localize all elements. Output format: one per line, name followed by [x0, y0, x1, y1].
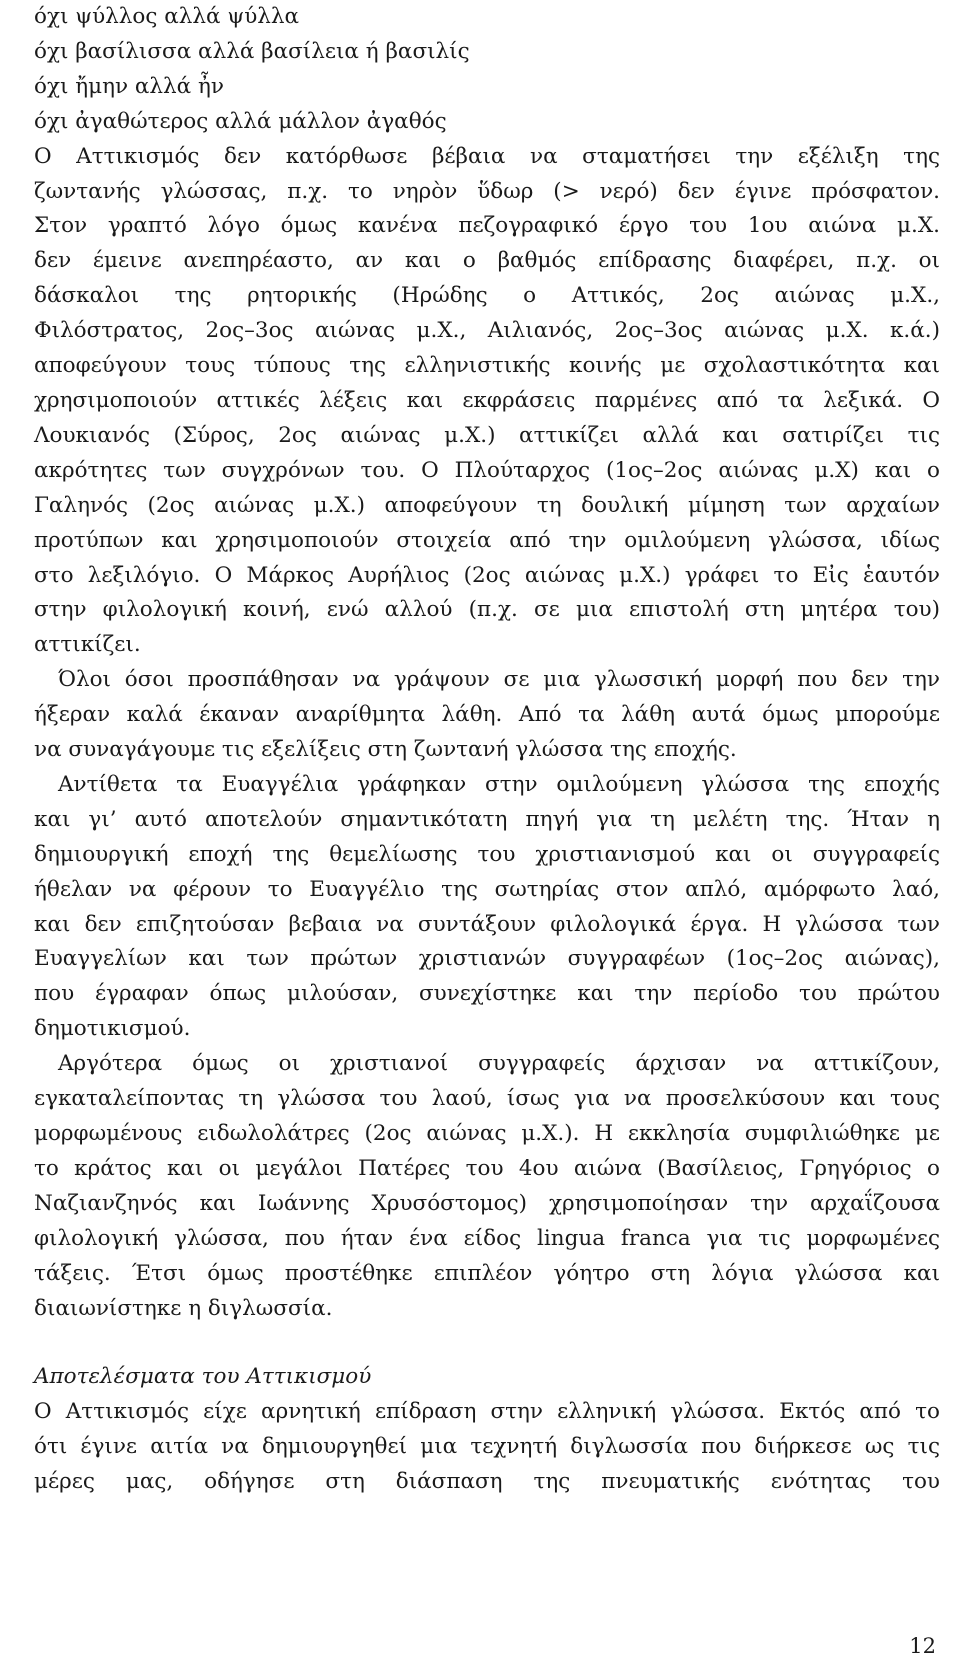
text-line: φιλολογική γλώσσα, που ήταν ένα είδος lingua franca για τις μορφωμένες — [34, 1225, 940, 1251]
text-line: Αντίθετα τα Ευαγγέλια γράφηκαν στην ομιλούμενη γλώσσα της εποχής — [58, 771, 940, 797]
paragraph-atticism-results — [34, 1395, 940, 1500]
text-line: ότι έγινε αιτία να δημιουργηθεί μια τεχνητή διγλωσσία που διήρκεσε ως τις — [34, 1434, 940, 1460]
text-line: Ευαγγελίων και των πρώτων χριστιανών συγγραφέων (1ος–2ος αιώνας), — [34, 946, 940, 972]
text-line: Ο Αττικισμός είχε αρνητική επίδραση στην ελληνική γλώσσα. Εκτός από το — [34, 1399, 940, 1425]
text-line: αποφεύγουν τους τύπους της ελληνιστικής κοινής με σχολαστικότητα και — [34, 353, 940, 379]
text-line: Στον γραπτό λόγο όμως κανένα πεζογραφικό έργο του 1ου αιώνα μ.Χ. — [34, 213, 940, 239]
text-line: και δεν επιζητούσαν βεβαια να συντάξουν φιλολογικά έργα. Η γλώσσα των — [34, 911, 940, 937]
example-list — [34, 0, 940, 140]
paragraph-church-fathers — [34, 1047, 940, 1326]
document-body — [34, 0, 940, 1500]
text-line: ακρότητες των συγχρόνων του. Ο Πλούταρχος (1ος–2ος αιώνας μ.Χ) και ο — [34, 457, 940, 483]
text-line: διαιωνίστηκε η διγλωσσία. — [34, 1295, 333, 1321]
text-line: ήθελαν να φέρουν το Ευαγγέλιο της σωτηρίας στον απλό, αμόρφωτο λαό, — [34, 876, 940, 902]
paragraph-errors — [34, 663, 940, 768]
text-line: που έγραφαν όπως μιλούσαν, συνεχίστηκε και την περίοδο του πρώτου — [34, 981, 940, 1007]
text-line: και γι’ αυτό αποτελούν σημαντικότατη πηγή για τη μελέτη της. Ήταν η — [34, 806, 940, 832]
text-line: ήξεραν καλά έκαναν αναρίθμητα λάθη. Από τα λάθη αυτά όμως μπορούμε — [34, 702, 940, 728]
example-line: όχι ἤμην αλλά ἦν — [34, 73, 224, 99]
text-line: δάσκαλοι της ρητορικής (Ηρώδης ο Αττικός, 2ος αιώνας μ.Χ., — [34, 283, 940, 309]
text-line: τάξεις. Έτσι όμως προστέθηκε επιπλέον γόητρο στη λόγια γλώσσα και — [34, 1260, 940, 1286]
text-line: Ναζιανζηνός και Ιωάννης Χρυσόστομος) χρησιμοποίησαν την αρχαΐζουσα — [34, 1190, 940, 1216]
text-line: να συναγάγουμε τις εξελίξεις στη ζωντανή γλώσσα της εποχής. — [34, 737, 737, 763]
paragraph-atticism-influence — [34, 140, 940, 664]
text-line: δημιουργική εποχή της θεμελίωσης του χριστιανισμού και οι συγγραφείς — [34, 841, 940, 867]
example-line: όχι ἀγαθώτερος αλλά μάλλον ἀγαθός — [34, 108, 447, 134]
text-line: εγκαταλείποντας τη γλώσσα του λαού, ίσως για να προσελκύσουν και τους — [34, 1086, 940, 1112]
text-line: στο λεξιλόγιο. Ο Μάρκος Αυρήλιος (2ος αιώνας μ.Χ.) γράφει το Εἰς ἑαυτόν — [34, 562, 940, 588]
text-line: το κράτος και οι μεγάλοι Πατέρες του 4ου αιώνα (Βασίλειος, Γρηγόριος ο — [34, 1155, 940, 1181]
text-line: μορφωμένους ειδωλολάτρες (2ος αιώνας μ.Χ.). Η εκκλησία συμφιλιώθηκε με — [34, 1121, 940, 1146]
paragraph-gospels — [34, 768, 940, 1047]
text-line: Αργότερα όμως οι χριστιανοί συγγραφείς άρχισαν να αττικίζουν, — [58, 1051, 940, 1077]
text-line: προτύπων και χρησιμοποιούν στοιχεία από την ομιλούμενη γλώσσα, ιδίως — [34, 527, 940, 553]
example-line: όχι βασίλισσα αλλά βασίλεια ή βασιλίς — [34, 38, 470, 64]
text-line: χρησιμοποιούν αττικές λέξεις και εκφράσεις παρμένες από τα λεξικά. Ο — [34, 387, 940, 413]
text-line: στην φιλολογική κοινή, ενώ αλλού (π.χ. σε μια επιστολή στη μητέρα του) — [34, 597, 940, 623]
text-line: ζωντανής γλώσσας, π.χ. το νηρὸν ὕδωρ (> νερό) δεν έγινε πρόσφατον. — [34, 178, 940, 204]
text-line: μέρες μας, οδήγησε στη διάσπαση της πνευματικής ενότητας του — [34, 1469, 940, 1495]
text-line: δεν έμεινε ανεπηρέαστο, αν και ο βαθμός επίδρασης διαφέρει, π.χ. οι — [34, 248, 940, 274]
text-line: Φιλόστρατος, 2ος–3ος αιώνας μ.Χ., Αιλιανός, 2ος–3ος αιώνας μ.Χ. κ.ά.) — [34, 318, 940, 344]
text-line: δημοτικισμού. — [34, 1016, 191, 1042]
text-line: Ο Αττικισμός δεν κατόρθωσε βέβαια να σταματήσει την εξέλιξη της — [34, 143, 940, 169]
section-heading: Αποτελέσματα του Αττικισμού — [34, 1364, 372, 1390]
text-line: αττικίζει. — [34, 632, 141, 658]
example-line: όχι ψύλλος αλλά ψύλλα — [34, 4, 300, 29]
page-number: 12 — [909, 1634, 936, 1658]
text-line: Γαληνός (2ος αιώνας μ.Χ.) αποφεύγουν τη δουλική μίμηση των αρχαίων — [34, 492, 940, 518]
text-line: Λουκιανός (Σύρος, 2ος αιώνας μ.Χ.) αττικίζει αλλά και σατιρίζει τις — [34, 422, 940, 448]
text-line: Όλοι όσοι προσπάθησαν να γράψουν σε μια γλωσσική μορφή που δεν την — [58, 667, 940, 693]
